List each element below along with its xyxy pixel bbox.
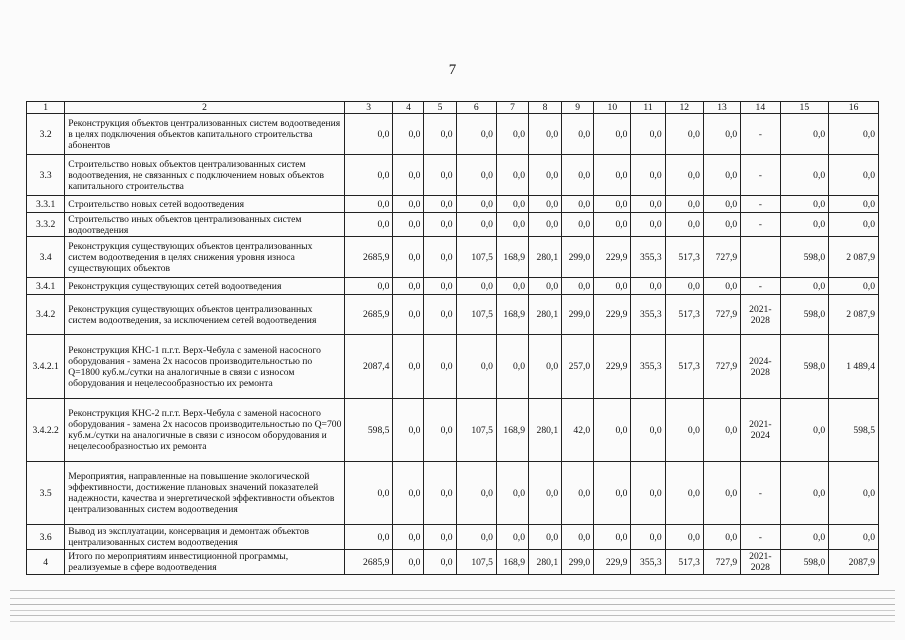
cell-value: 0,0: [344, 114, 393, 155]
cell-period: -: [741, 213, 780, 237]
column-header: 16: [829, 102, 879, 114]
cell-value: 0,0: [665, 213, 703, 237]
cell-period: 2024-2028: [741, 335, 780, 399]
table-row: [27, 155, 879, 196]
cell-value: 0,0: [780, 399, 829, 462]
cell-value: 0,0: [496, 196, 528, 213]
cell-value: 0,0: [703, 114, 740, 155]
cell-value: 0,0: [780, 462, 829, 525]
row-id: 3.2: [27, 114, 65, 155]
cell-value: 0,0: [562, 213, 594, 237]
cell-value: 0,0: [780, 114, 829, 155]
cell-value: 0,0: [393, 196, 424, 213]
cell-value: 168,9: [496, 399, 528, 462]
cell-value: 727,9: [703, 295, 740, 335]
cell-value: 517,3: [665, 550, 703, 575]
table-row: [27, 278, 879, 295]
cell-value: 0,0: [344, 462, 393, 525]
cell-value: 0,0: [456, 335, 496, 399]
cell-value: 0,0: [496, 462, 528, 525]
cell-value: 727,9: [703, 550, 740, 575]
column-header: 1: [27, 102, 65, 114]
cell-value: 0,0: [780, 155, 829, 196]
cell-value: 0,0: [424, 399, 456, 462]
column-header: 11: [631, 102, 665, 114]
column-header: 2: [65, 102, 345, 114]
cell-value: 0,0: [703, 278, 740, 295]
cell-period: -: [741, 462, 780, 525]
cell-period: -: [741, 278, 780, 295]
row-name: Итого по мероприятиям инвестиционной программы, реализуемые в сфере водоотведения: [65, 550, 345, 575]
cell-value: 0,0: [496, 155, 528, 196]
cell-value: 0,0: [594, 155, 631, 196]
cell-value: 0,0: [424, 278, 456, 295]
cell-value: 355,3: [631, 550, 665, 575]
cell-value: 0,0: [780, 278, 829, 295]
cell-value: 0,0: [562, 462, 594, 525]
table-row: [27, 335, 879, 399]
cell-value: 0,0: [703, 525, 740, 550]
table-row: [27, 237, 879, 278]
column-header: 6: [456, 102, 496, 114]
cell-value: 0,0: [529, 335, 562, 399]
cell-value: 0,0: [703, 462, 740, 525]
cell-value: 727,9: [703, 237, 740, 278]
column-header: 8: [529, 102, 562, 114]
cell-value: 0,0: [344, 155, 393, 196]
cell-value: 0,0: [665, 155, 703, 196]
cell-value: 1 489,4: [829, 335, 879, 399]
cell-value: 107,5: [456, 399, 496, 462]
cell-value: 229,9: [594, 295, 631, 335]
row-name: Строительство новых объектов централизованных систем водоотведения, не связанных с подключением новых объектов капитального строительства: [65, 155, 345, 196]
table-row: [27, 196, 879, 213]
cell-value: 0,0: [594, 399, 631, 462]
cell-period: 2021-2028: [741, 295, 780, 335]
cell-value: 107,5: [456, 237, 496, 278]
cell-value: 0,0: [393, 335, 424, 399]
cell-value: 0,0: [829, 462, 879, 525]
column-header: 9: [562, 102, 594, 114]
cell-value: 598,5: [344, 399, 393, 462]
cell-value: 0,0: [829, 114, 879, 155]
row-id: 3.4.2.2: [27, 399, 65, 462]
cell-value: 0,0: [456, 525, 496, 550]
cell-value: 0,0: [424, 462, 456, 525]
column-header: 4: [393, 102, 424, 114]
cell-value: 0,0: [393, 278, 424, 295]
row-name: Реконструкция КНС-1 п.г.т. Верх-Чебула с заменой насосного оборудования - замена 2х насосов производительностью по Q=1800 куб.м./сутки на аналогичные в связи с износом оборудования и нецелесообразностью их ремонта: [65, 335, 345, 399]
cell-value: 0,0: [456, 462, 496, 525]
cell-value: 0,0: [424, 525, 456, 550]
cell-value: 517,3: [665, 295, 703, 335]
cell-period: -: [741, 525, 780, 550]
row-name: Реконструкция существующих сетей водоотведения: [65, 278, 345, 295]
cell-value: 0,0: [631, 213, 665, 237]
cell-period: -: [741, 196, 780, 213]
cell-value: 0,0: [703, 399, 740, 462]
cell-value: 0,0: [393, 525, 424, 550]
cell-value: 0,0: [344, 196, 393, 213]
cell-period: [741, 237, 780, 278]
cell-value: 0,0: [665, 399, 703, 462]
cell-value: 0,0: [562, 114, 594, 155]
cell-value: 0,0: [424, 550, 456, 575]
cell-value: 2685,9: [344, 550, 393, 575]
row-name: Строительство иных объектов централизованных систем водоотведения: [65, 213, 345, 237]
column-header: 3: [344, 102, 393, 114]
cell-value: 0,0: [424, 295, 456, 335]
row-id: 3.4.2: [27, 295, 65, 335]
cell-value: 168,9: [496, 550, 528, 575]
cell-value: 0,0: [424, 335, 456, 399]
cell-value: 0,0: [456, 278, 496, 295]
row-id: 3.3.1: [27, 196, 65, 213]
row-name: Строительство новых сетей водоотведения: [65, 196, 345, 213]
cell-value: 0,0: [665, 196, 703, 213]
cell-value: 107,5: [456, 295, 496, 335]
cell-value: 257,0: [562, 335, 594, 399]
cell-value: 0,0: [529, 278, 562, 295]
cell-value: 0,0: [529, 462, 562, 525]
cell-value: 0,0: [393, 114, 424, 155]
cell-value: 0,0: [562, 196, 594, 213]
cell-value: 598,0: [780, 295, 829, 335]
cell-value: 42,0: [562, 399, 594, 462]
cell-value: 299,0: [562, 237, 594, 278]
cell-value: 299,0: [562, 550, 594, 575]
cell-value: 0,0: [456, 196, 496, 213]
row-name: Реконструкция существующих объектов централизованных систем водоотведения в целях снижения уровня износа существующих объектов: [65, 237, 345, 278]
cell-value: 280,1: [529, 295, 562, 335]
row-name: Вывод из эксплуатации, консервация и демонтаж объектов централизованных систем водоотведения: [65, 525, 345, 550]
cell-value: 280,1: [529, 550, 562, 575]
row-id: 3.4: [27, 237, 65, 278]
cell-value: 0,0: [344, 213, 393, 237]
table-row: [27, 213, 879, 237]
cell-value: 0,0: [631, 278, 665, 295]
cell-value: 2685,9: [344, 295, 393, 335]
column-header: 13: [703, 102, 740, 114]
cell-value: 0,0: [665, 278, 703, 295]
cell-value: 0,0: [829, 196, 879, 213]
cell-value: 0,0: [780, 525, 829, 550]
cell-value: 2 087,9: [829, 295, 879, 335]
cell-value: 2087,9: [829, 550, 879, 575]
cell-value: 0,0: [631, 196, 665, 213]
cell-value: 0,0: [631, 114, 665, 155]
cell-value: 0,0: [393, 550, 424, 575]
cell-value: 280,1: [529, 399, 562, 462]
cell-value: 0,0: [529, 114, 562, 155]
row-id: 3.3.2: [27, 213, 65, 237]
cell-value: 229,9: [594, 237, 631, 278]
cell-value: 0,0: [344, 278, 393, 295]
cell-value: 0,0: [529, 155, 562, 196]
row-id: 3.4.2.1: [27, 335, 65, 399]
cell-value: 229,9: [594, 335, 631, 399]
row-name: Мероприятия, направленные на повышение экологической эффективности, достижение плановых значений показателей надежности, качества и энергетической эффективности объектов централизованных систем водоотведения: [65, 462, 345, 525]
row-id: 3.4.1: [27, 278, 65, 295]
row-name: Реконструкция объектов централизованных систем водоотведения в целях подключения объектов капитального строительства абонентов: [65, 114, 345, 155]
cell-value: 355,3: [631, 335, 665, 399]
row-id: 3.5: [27, 462, 65, 525]
cell-value: 0,0: [496, 278, 528, 295]
cell-value: 0,0: [780, 196, 829, 213]
table-row: [27, 525, 879, 550]
table-row: [27, 295, 879, 335]
cell-value: 0,0: [594, 278, 631, 295]
column-header: 15: [780, 102, 829, 114]
cell-value: 598,0: [780, 237, 829, 278]
cell-value: 0,0: [393, 213, 424, 237]
page-number: 7: [448, 62, 457, 78]
cell-value: 0,0: [594, 462, 631, 525]
table-row: [27, 462, 879, 525]
cell-value: 2087,4: [344, 335, 393, 399]
cell-value: 0,0: [665, 525, 703, 550]
row-name: Реконструкция существующих объектов централизованных систем водоотведения, за исключением сетей водоотведения: [65, 295, 345, 335]
cell-period: -: [741, 155, 780, 196]
cell-value: 0,0: [393, 399, 424, 462]
cell-value: 0,0: [496, 335, 528, 399]
cell-value: 0,0: [829, 525, 879, 550]
cell-value: 0,0: [631, 525, 665, 550]
cell-value: 727,9: [703, 335, 740, 399]
table-row-total: [27, 550, 879, 575]
cell-value: 0,0: [631, 399, 665, 462]
cell-value: 598,0: [780, 335, 829, 399]
cell-value: 168,9: [496, 295, 528, 335]
row-id: 4: [27, 550, 65, 575]
cell-value: 0,0: [829, 278, 879, 295]
cell-value: 0,0: [594, 525, 631, 550]
cell-value: 0,0: [829, 155, 879, 196]
cell-value: 0,0: [594, 213, 631, 237]
scan-artifact-lines: [10, 588, 895, 628]
cell-value: 299,0: [562, 295, 594, 335]
cell-period: 2021-2024: [741, 399, 780, 462]
cell-value: 0,0: [703, 155, 740, 196]
investment-program-table: [26, 101, 879, 575]
cell-value: 0,0: [424, 213, 456, 237]
row-id: 3.3: [27, 155, 65, 196]
cell-value: 0,0: [562, 525, 594, 550]
cell-value: 0,0: [496, 114, 528, 155]
cell-value: 0,0: [393, 295, 424, 335]
cell-value: 229,9: [594, 550, 631, 575]
cell-value: 0,0: [456, 114, 496, 155]
cell-value: 517,3: [665, 237, 703, 278]
column-header: 10: [594, 102, 631, 114]
cell-value: 0,0: [496, 213, 528, 237]
column-header: 7: [496, 102, 528, 114]
cell-value: 598,5: [829, 399, 879, 462]
cell-value: 0,0: [424, 237, 456, 278]
cell-value: 2685,9: [344, 237, 393, 278]
cell-value: 2 087,9: [829, 237, 879, 278]
cell-value: 355,3: [631, 237, 665, 278]
cell-value: 0,0: [456, 213, 496, 237]
cell-value: 0,0: [562, 278, 594, 295]
cell-value: 598,0: [780, 550, 829, 575]
cell-period: 2021-2028: [741, 550, 780, 575]
table-row: [27, 114, 879, 155]
row-name: Реконструкция КНС-2 п.г.т. Верх-Чебула с заменой насосного оборудования - замена 2х насосов производительностью по Q=700 куб.м./сутки на аналогичные в связи с износом оборудования и нецелесообразностью их ремонта: [65, 399, 345, 462]
cell-value: 0,0: [424, 196, 456, 213]
row-id: 3.6: [27, 525, 65, 550]
cell-value: 0,0: [529, 525, 562, 550]
column-header: 12: [665, 102, 703, 114]
cell-value: 0,0: [529, 196, 562, 213]
cell-value: 0,0: [829, 213, 879, 237]
cell-value: 0,0: [780, 213, 829, 237]
cell-value: 0,0: [703, 213, 740, 237]
cell-value: 168,9: [496, 237, 528, 278]
cell-value: 0,0: [594, 114, 631, 155]
cell-value: 280,1: [529, 237, 562, 278]
cell-value: 0,0: [424, 114, 456, 155]
cell-value: 0,0: [393, 462, 424, 525]
cell-value: 0,0: [529, 213, 562, 237]
table-row: [27, 399, 879, 462]
cell-value: 0,0: [665, 462, 703, 525]
cell-period: -: [741, 114, 780, 155]
table-header-row: [27, 102, 879, 114]
column-header: 5: [424, 102, 456, 114]
cell-value: 0,0: [665, 114, 703, 155]
cell-value: 0,0: [594, 196, 631, 213]
cell-value: 0,0: [424, 155, 456, 196]
cell-value: 0,0: [703, 196, 740, 213]
cell-value: 0,0: [631, 155, 665, 196]
cell-value: 0,0: [393, 237, 424, 278]
cell-value: 0,0: [562, 155, 594, 196]
cell-value: 0,0: [631, 462, 665, 525]
cell-value: 0,0: [393, 155, 424, 196]
cell-value: 517,3: [665, 335, 703, 399]
cell-value: 0,0: [344, 525, 393, 550]
cell-value: 355,3: [631, 295, 665, 335]
cell-value: 107,5: [456, 550, 496, 575]
column-header: 14: [741, 102, 780, 114]
cell-value: 0,0: [496, 525, 528, 550]
cell-value: 0,0: [456, 155, 496, 196]
